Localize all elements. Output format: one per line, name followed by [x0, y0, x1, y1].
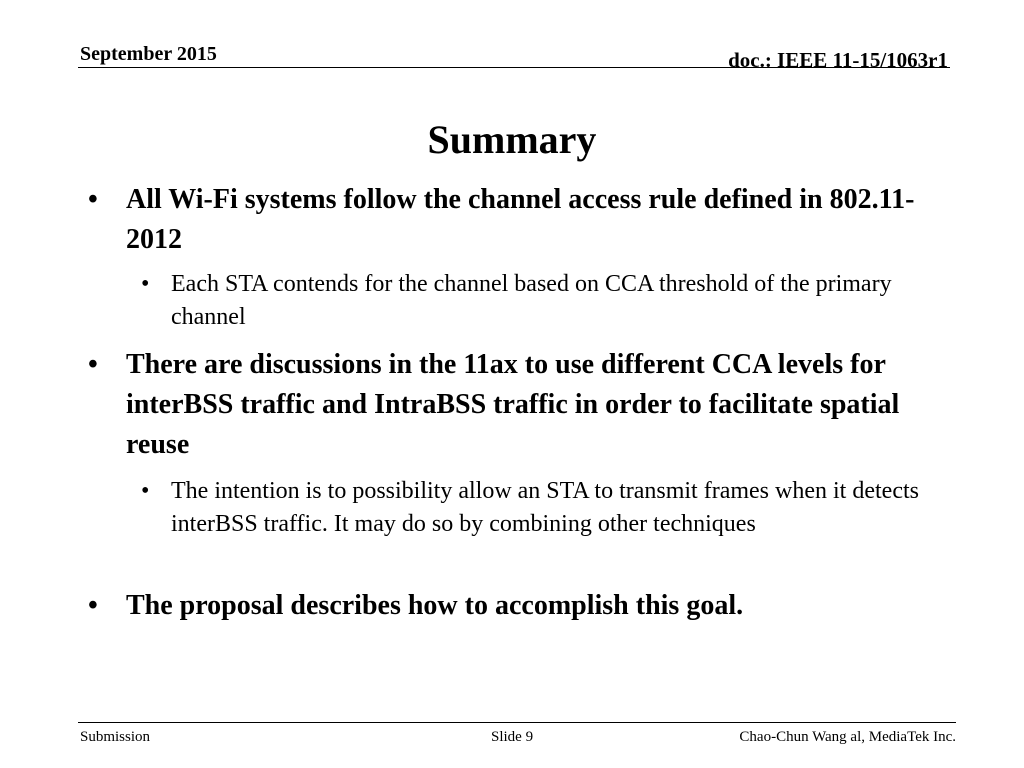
sub-bullet-text: Each STA contends for the channel based on CCA threshold of the primary channel: [171, 271, 892, 330]
bullet-marker: •: [88, 590, 98, 621]
header-date: September 2015: [80, 43, 217, 65]
bullet-item-1: [88, 180, 948, 260]
sub-bullet-marker: •: [141, 271, 150, 297]
sub-bullet-text: The intention is to possibility allow an STA to transmit frames when it detects interBSS traffic. It may do so by combining other techniques: [171, 478, 919, 537]
bullet-item-3: [88, 586, 948, 626]
sub-bullet-marker: •: [141, 478, 150, 504]
sub-bullet-item-1: [141, 268, 941, 334]
header-doc-id: doc.: IEEE 11-15/1063r1: [728, 48, 948, 72]
footer-divider: [78, 722, 956, 723]
sub-bullet-item-2: [141, 475, 941, 541]
footer-author: Chao-Chun Wang al, MediaTek Inc.: [739, 729, 956, 745]
bullet-text: There are discussions in the 11ax to use different CCA levels for interBSS traffic and IntraBSS traffic in order to facilitate spatial reuse: [126, 349, 900, 460]
header-divider: [78, 67, 950, 68]
bullet-item-2: [88, 345, 948, 465]
slide-title: Summary: [427, 117, 597, 162]
bullet-text: The proposal describes how to accomplish this goal.: [126, 590, 744, 621]
footer-slide-number: Slide 9: [491, 729, 534, 745]
bullet-marker: •: [88, 184, 98, 215]
footer-submission: Submission: [80, 729, 151, 745]
bullet-text: All Wi-Fi systems follow the channel access rule defined in 802.11-2012: [126, 184, 915, 255]
bullet-marker: •: [88, 349, 98, 380]
